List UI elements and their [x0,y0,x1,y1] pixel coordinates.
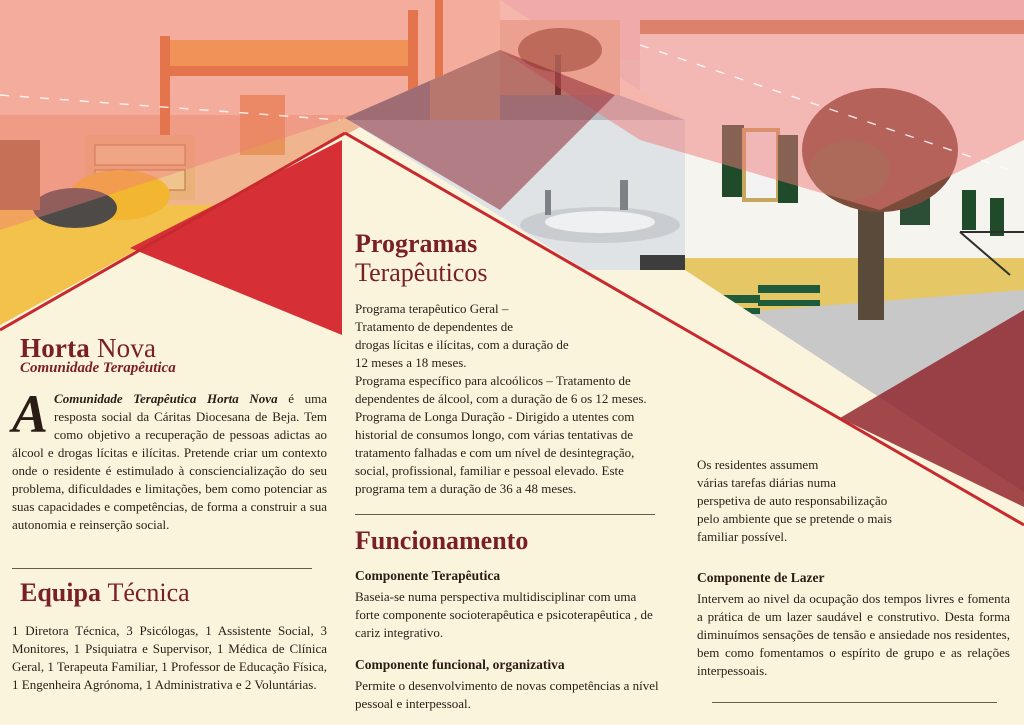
func-title: Funcionamento [355,526,529,555]
residents-line: perspetiva de auto responsabilização [697,493,888,508]
residents-text [697,456,977,546]
program-line: programa tem a duração de 36 a 48 meses. [355,481,577,496]
comp-therapeutic-title: Componente Terapêutica [355,568,501,583]
team-title-bold: Equipa [20,578,101,607]
residents-line: várias tarefas diárias numa [697,475,836,490]
intro-paragraph [12,384,327,534]
intro-strong-text: Comunidade Terapêutica Horta Nova [54,391,278,406]
programs-title-line1: Programas [355,229,478,258]
programs-title [355,229,487,287]
program-line: historial de consumos longo, com várias tentativas de [355,427,633,442]
team-text: 1 Diretora Técnica, 3 Psicólogas, 1 Assistente Social, 3 Monitores, 1 Psiquiatra e Supervisor, 1 Médica de Clínica Geral, 1 Terapeuta Familiar, 1 Professor de Educação Física, 1 Engenheira Agrónoma, 1 Administrativa e 2 Voluntárias. [12,623,327,692]
program-line: dependentes de álcool, com a duração de 6 os 12 meses. [355,391,647,406]
program-line: social, profissional, familiar e pessoal elevado. Este [355,463,624,478]
team-title [20,578,190,608]
brand-title-light: Nova [96,333,157,363]
programs-title-line2: Terapêuticos [355,258,488,287]
leisure-title: Componente de Lazer [697,570,825,585]
divider-left [12,568,312,569]
program-line: 12 meses a 18 meses. [355,355,467,370]
drop-cap-letter: A [12,384,49,444]
intro-body-text: é uma resposta social da Cáritas Diocesana de Beja. Tem como objetivo a recuperação de pessoas adictas ao álcool e drogas lícitas e ilícitas. Pretende criar um contexto onde o residente é estimulado à consciencialização do seu problema, dificuldades e limitações, bem como potenciar as suas capacidades e competências, de forma a construir a sua autonomia e reinserção social. [12,391,327,532]
comp-functional-text: Permite o desenvolvimento de novas competências a nível pessoal e interpessoal. [355,678,659,711]
comp-therapeutic-text: Baseia-se numa perspectiva multidisciplinar com uma forte componente socioterapêutica e psicoterapêutica , de cariz integrativo. [355,589,653,640]
residents-line: familiar possível. [697,529,788,544]
program-line: Tratamento de dependentes de [355,319,513,334]
program-line: Programa específico para alcoólicos – Tratamento de [355,373,631,388]
residents-line: pelo ambiente que se pretende o mais [697,511,892,526]
divider-middle [355,514,655,515]
brand-title-bold: Horta [20,333,90,363]
programs-text [355,300,675,498]
program-line: Programa terapêutico Geral – [355,301,509,316]
program-line: Programa de Longa Duração - Dirigido a utentes com [355,409,635,424]
team-title-light: Técnica [107,578,190,607]
program-line: drogas lícitas e ilícitas, com a duração de [355,337,569,352]
comp-functional-title: Componente funcional, organizativa [355,657,565,672]
program-line: tratamento falhadas e com um nível de desintegração, [355,445,635,460]
residents-line: Os residentes assumem [697,457,819,472]
divider-right [712,702,997,703]
brand-subtitle: Comunidade Terapêutica [20,360,176,376]
leisure-text: Intervem ao nivel da ocupação dos tempos livres e fomenta a prática de um lazer saudável e construtivo. Desta forma diminuímos sensações de tensão e ansiedade nos residentes, bem como fomentamos o espírito de grupo e as relações interpessoais. [697,591,1010,678]
